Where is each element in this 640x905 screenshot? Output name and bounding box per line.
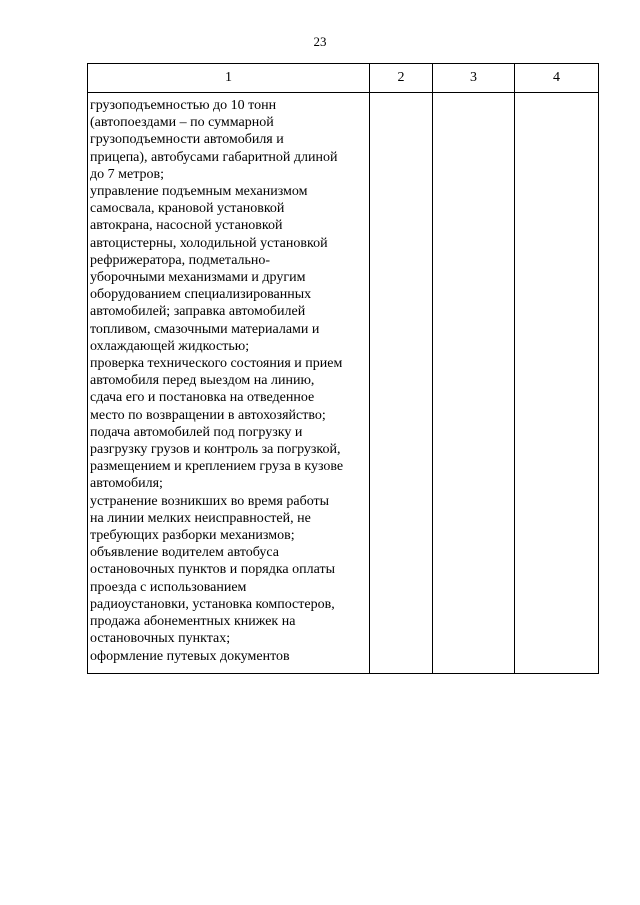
description-line: место по возвращении в автохозяйство; (90, 407, 326, 423)
description-line: (автопоездами – по суммарной (90, 115, 274, 131)
description-line: размещением и креплением груза в кузове (90, 459, 344, 475)
description-line: остановочных пунктах; (90, 631, 231, 647)
description-line: рефрижератора, подметально- (90, 252, 271, 268)
description-line: топливом, смазочными материалами и (90, 321, 320, 337)
description-line: уборочными механизмами и другим (90, 270, 306, 286)
description-text (88, 93, 369, 668)
column-2-cell (370, 93, 433, 674)
description-line: объявление водителем автобуса (90, 545, 279, 561)
column-header-1: 1 (88, 64, 370, 93)
column-3-cell (433, 93, 515, 674)
description-line: подача автомобилей под погрузку и (90, 424, 303, 440)
description-line: самосвала, крановой установкой (90, 201, 285, 217)
table-row (88, 93, 599, 674)
description-line: разгрузку грузов и контроль за погрузкой, (90, 442, 341, 458)
description-line: грузоподъемности автомобиля и (90, 132, 284, 148)
description-line: требующих разборки механизмов; (90, 528, 295, 544)
description-line: продажа абонементных книжек на (90, 614, 296, 630)
column-header-3: 3 (433, 64, 515, 93)
description-line: грузоподъемностью до 10 тонн (90, 98, 277, 113)
description-line: остановочных пунктов и порядка оплаты (90, 562, 335, 578)
description-line: сдача его и постановка на отведенное (90, 390, 315, 406)
description-line: автомобилей; заправка автомобилей (90, 304, 306, 320)
table-header-row (88, 64, 599, 93)
description-line: автомобиля; (90, 476, 163, 492)
description-line: на линии мелких неисправностей, не (90, 510, 311, 526)
column-4-cell (515, 93, 599, 674)
column-header-4: 4 (515, 64, 599, 93)
document-table (87, 63, 599, 674)
description-line: проверка технического состояния и прием (90, 356, 343, 372)
description-line: оборудованием специализированных (90, 287, 312, 303)
page-number: 23 (313, 34, 327, 49)
description-line: автомобиля перед выездом на линию, (90, 373, 315, 389)
description-line: автокрана, насосной установкой (90, 218, 283, 234)
description-line: оформление путевых документов (90, 648, 290, 664)
description-line: управление подъемным механизмом (90, 184, 308, 200)
description-cell (88, 93, 370, 674)
description-line: до 7 метров; (90, 166, 164, 182)
description-line: прицепа), автобусами габаритной длиной (90, 149, 338, 165)
description-line: автоцистерны, холодильной установкой (90, 235, 328, 251)
description-line: устранение возникших во время работы (90, 493, 330, 509)
column-header-2: 2 (370, 64, 433, 93)
description-line: охлаждающей жидкостью; (90, 338, 250, 354)
description-line: проезда с использованием (90, 579, 247, 595)
description-line: радиоустановки, установка компостеров, (90, 596, 335, 612)
